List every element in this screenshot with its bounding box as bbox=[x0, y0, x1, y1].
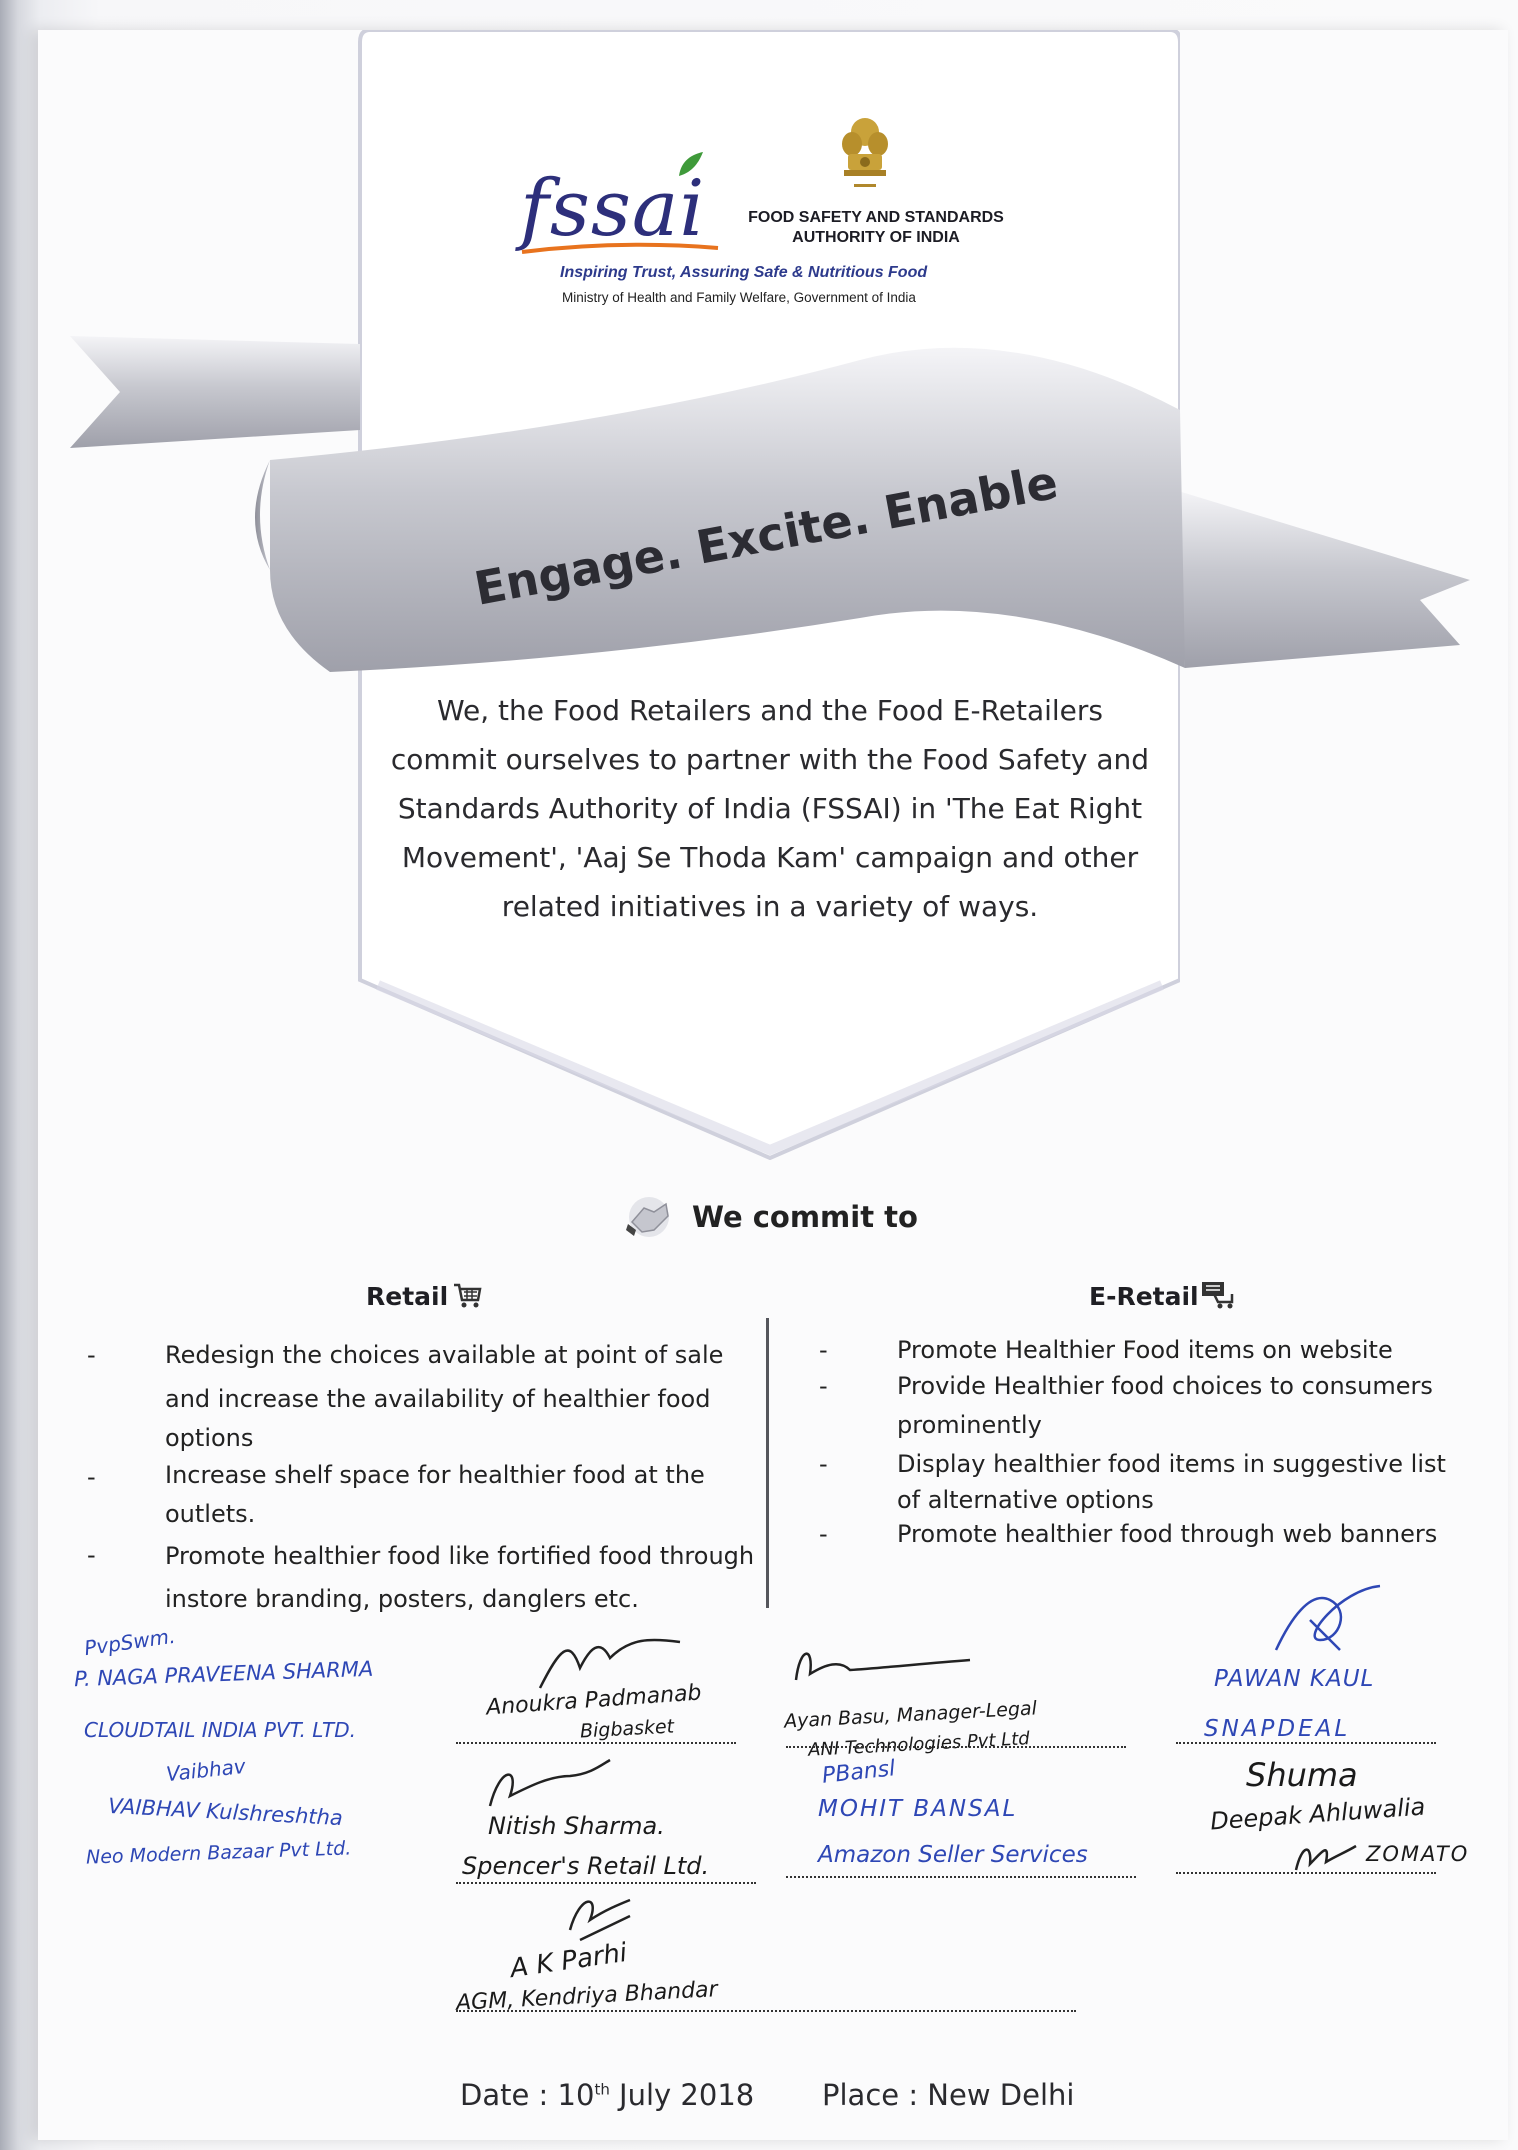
commit-heading: We commit to bbox=[692, 1200, 918, 1234]
signatory-company: Bigbasket bbox=[579, 1715, 675, 1743]
date-label: Date : 10 bbox=[460, 2078, 595, 2112]
pledge-line: Movement', 'Aaj Se Thoda Kam' campaign and other bbox=[401, 841, 1139, 874]
signature-scribble: PBansl bbox=[820, 1756, 897, 1789]
signatory-company: Neo Modern Bazaar Pvt Ltd. bbox=[85, 1837, 352, 1869]
signature-line bbox=[786, 1876, 1136, 1878]
list-item bbox=[87, 1455, 765, 1533]
list-item-text: and increase the availability of healthier food bbox=[165, 1385, 711, 1413]
signatory-company: Amazon Seller Services bbox=[818, 1842, 1088, 1868]
signatory-company: AGM, Kendriya Bhandar bbox=[455, 1977, 719, 2016]
bullet-dash: - bbox=[87, 1541, 96, 1569]
date-line bbox=[460, 2078, 754, 2112]
list-item bbox=[819, 1517, 1457, 1551]
leaf-icon bbox=[675, 150, 705, 180]
ribbon-slogan: Engage. Excite. Enable bbox=[470, 454, 1062, 616]
authority-name: FOOD SAFETY AND STANDARDS AUTHORITY OF INDIA bbox=[748, 209, 1004, 246]
signatory-company: SNAPDEAL bbox=[1204, 1716, 1351, 1742]
signature-scribble: Shuma bbox=[1246, 1756, 1358, 1794]
signature-line bbox=[786, 1746, 1126, 1748]
bullet-dash: - bbox=[819, 1450, 828, 1478]
slogan-ribbon bbox=[0, 300, 1518, 700]
signatory-name: MOHIT BANSAL bbox=[818, 1796, 1018, 1822]
signature-line bbox=[456, 1882, 756, 1884]
bullet-dash: - bbox=[87, 1463, 96, 1491]
signatory-name: Deepak Ahluwalia bbox=[1209, 1792, 1427, 1836]
list-item-text: of alternative options bbox=[897, 1486, 1154, 1514]
logo-swoosh-icon bbox=[520, 242, 720, 256]
handshake-icon bbox=[624, 1192, 674, 1242]
signatory-name: P. NAGA PRAVEENA SHARMA bbox=[73, 1656, 374, 1692]
signatory-name: Anoukra Padmanab bbox=[485, 1680, 703, 1721]
signatory-company: ANI Technologies Pvt Ltd bbox=[807, 1728, 1031, 1761]
bullet-dash: - bbox=[819, 1520, 828, 1548]
list-item-text: instore branding, posters, danglers etc. bbox=[165, 1585, 639, 1613]
bullet-dash: - bbox=[819, 1372, 828, 1400]
bullet-dash: - bbox=[819, 1336, 828, 1364]
list-item-text: Promote healthier food through web banners bbox=[897, 1520, 1438, 1548]
date-suffix: th bbox=[594, 2080, 610, 2099]
bullet-dash: - bbox=[87, 1341, 96, 1369]
signatory-name: Ayan Basu, Manager-Legal bbox=[783, 1697, 1038, 1733]
eretail-heading: E-Retail bbox=[1089, 1282, 1199, 1311]
signature-scribble: Vaibhav bbox=[164, 1753, 247, 1787]
fssai-logo-text: fssai bbox=[520, 164, 706, 254]
list-item-text: prominently bbox=[897, 1411, 1042, 1439]
signatory-company: Spencer's Retail Ltd. bbox=[462, 1852, 710, 1880]
fssai-tagline: Inspiring Trust, Assuring Safe & Nutritious Food bbox=[560, 264, 928, 281]
list-item-text: Provide Healthier food choices to consumers bbox=[897, 1372, 1433, 1400]
column-divider bbox=[766, 1318, 769, 1608]
list-item bbox=[819, 1333, 1457, 1367]
list-item-text: Display healthier food items in suggestive list bbox=[897, 1450, 1446, 1478]
state-emblem-icon bbox=[838, 110, 892, 202]
pledge-line: We, the Food Retailers and the Food E-Retailers bbox=[436, 694, 1104, 727]
signature-scribble: PvpSwm. bbox=[82, 1623, 177, 1661]
list-item-text: options bbox=[165, 1424, 254, 1452]
retail-heading: Retail bbox=[366, 1282, 449, 1311]
shopping-cart-icon bbox=[452, 1282, 482, 1310]
place-line: Place : New Delhi bbox=[822, 2078, 1075, 2112]
signature-line bbox=[1176, 1872, 1436, 1874]
list-item bbox=[87, 1533, 765, 1619]
list-item bbox=[819, 1367, 1457, 1445]
pledge-line: related initiatives in a variety of ways. bbox=[501, 890, 1039, 923]
ministry-line: Ministry of Health and Family Welfare, Government of India bbox=[562, 290, 916, 305]
list-item-text: outlets. bbox=[165, 1500, 256, 1528]
pledge-line: Standards Authority of India (FSSAI) in 'The Eat Right bbox=[397, 792, 1143, 825]
pledge-text bbox=[390, 686, 1150, 931]
list-item bbox=[819, 1445, 1457, 1517]
signatory-name: PAWAN KAUL bbox=[1214, 1666, 1375, 1692]
handwritten-signature bbox=[1270, 1580, 1390, 1660]
signatory-name: Nitish Sharma. bbox=[488, 1812, 665, 1840]
signatory-name: VAIBHAV Kulshreshtha bbox=[107, 1793, 344, 1831]
list-item-text: Promote Healthier Food items on website bbox=[897, 1336, 1393, 1364]
list-item-text: Increase shelf space for healthier food at the bbox=[165, 1461, 705, 1489]
signatory-company: CLOUDTAIL INDIA PVT. LTD. bbox=[84, 1718, 356, 1742]
signatory-name: A K Parhi bbox=[508, 1937, 629, 1985]
handwritten-signature bbox=[790, 1640, 980, 1696]
signature-line bbox=[456, 2010, 1076, 2012]
pledge-line: commit ourselves to partner with the Food Safety and bbox=[390, 743, 1150, 776]
list-item-text: Redesign the choices available at point of sale bbox=[165, 1341, 724, 1369]
eretail-list bbox=[819, 1333, 1457, 1551]
date-value: July 2018 bbox=[609, 2078, 755, 2112]
signature-line bbox=[1176, 1742, 1436, 1744]
list-item bbox=[87, 1333, 765, 1455]
online-cart-icon bbox=[1200, 1280, 1234, 1310]
retail-list bbox=[87, 1333, 765, 1619]
fssai-logo-block bbox=[520, 110, 1040, 320]
signature-line bbox=[456, 1742, 736, 1744]
signatory-company: ZOMATO bbox=[1366, 1842, 1470, 1866]
list-item-text: Promote healthier food like fortified food through bbox=[165, 1542, 755, 1570]
